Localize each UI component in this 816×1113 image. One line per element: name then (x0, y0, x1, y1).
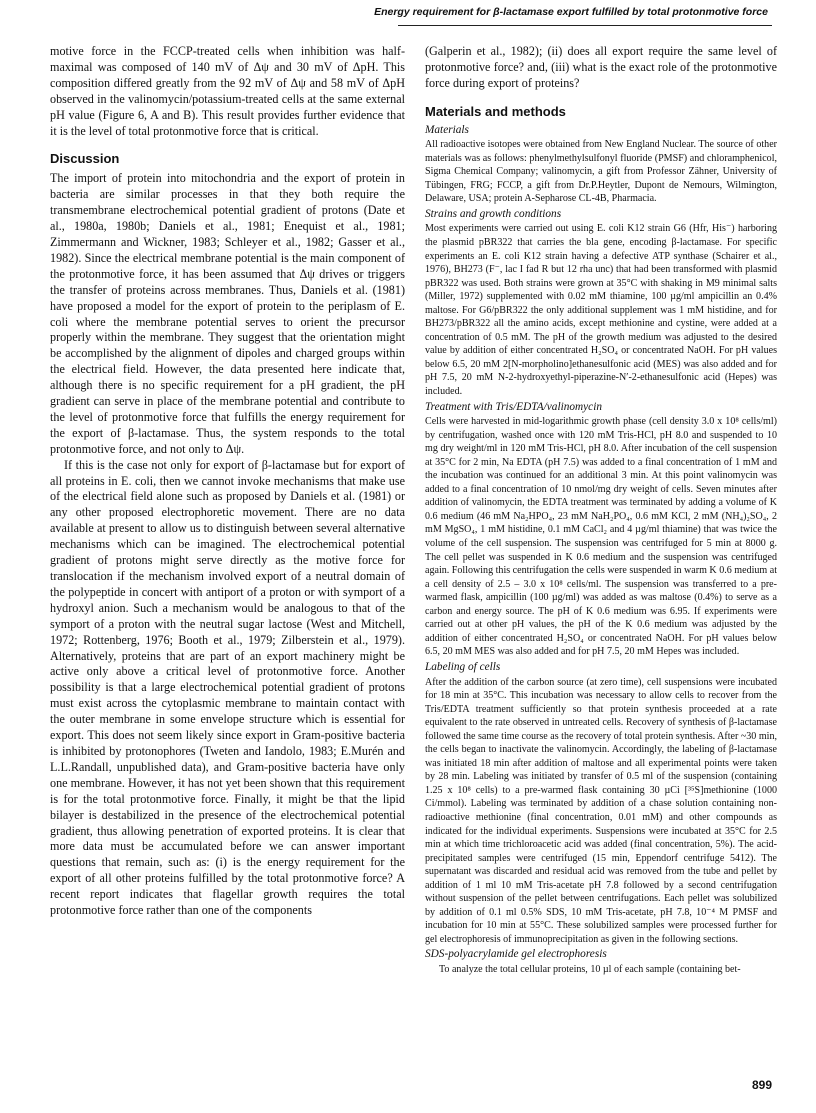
methods-title: Materials and methods (425, 103, 566, 119)
labeling-heading: Labeling of cells (425, 660, 501, 673)
strains-heading: Strains and growth conditions (425, 207, 562, 220)
treatment-paragraph: Cells were harvested in mid-logarithmic growth phase (cell density 3.0 x 10⁸ cells/ml) by centrifugation, washed once with 120 mM Tris-HCl, pH 8.0 and suspended to 10 mg dry weight/ml in 120 mM Tris-HCl, pH 8.0. After incubation of the cell suspension at 35°C for 2 min, Na EDTA (pH 7.5) was added to a final concentration of 1 mM and the incubation was continued for an additional 3 min. At this point valinomycin was added to a final concentration of 10 nmol/mg dry weight of cells. Seven minutes after addition of valinomycin, the EDTA treatment was terminated by adding a volume of K 0.6 medium (46 mM Na₂HPO₄, 23 mM NaH₂PO₄, 0.6 mM KCl, 2 mM (NH₄)₂SO₄, 2 mM MgSO₄, 1 mM histidine, 0.1 mM CaCl₂ and 4 µg/ml thiamine) that was twice the volume of the cell suspension. The suspension was centrifuged for 5 min at 8000 g. The cell pellet was suspended in K 0.6 medium and the suspension was centrifuged again. Following this centrifugation the cells were suspended in warm K 0.6 medium at a cell density of 2.5 – 3.0 x 10⁸ cells/ml. The suspension was transferred to a pre-warmed flask, ampicillin (100 µg/ml) was added as was maltose (0.4%) to serve as a carbon and energy source. The pH of K 0.6 medium was 6.95. If experiments were carried out at other pH values, the pH of the K 0.6 medium was adjusted by the addition of either concentrated H₂SO₄ or concentrated NaOH. For pH values below 6.5, 20 mM MES was also added and for pH 7.5, 20 mM Hepes was included. (425, 416, 777, 658)
intro-paragraph: motive force in the FCCP-treated cells when inhibition was half-maximal was composed of 140 mV of Δψ and 30 mV of ΔpH. This composition differed greatly from the 92 mV of Δψ and 58 mV of ΔpH observed in the valinomycin/potassium-treated cells at the same external pH value (Figure 6, A and B). This result provides further evidence that it is the level of total protonmotive force that is critical. (50, 44, 405, 138)
materials-heading: Materials (425, 123, 469, 136)
right-column (425, 44, 777, 977)
left-column (50, 44, 405, 919)
strains-paragraph: Most experiments were carried out using E. coli K12 strain G6 (Hfr, His⁻) harboring the plasmid pBR322 that carries the bla gene, encoding β-lactamase. For specific experiments an E. coli K12 strain having a defective ATP synthase (Schairer et al., 1976), BH273 (F⁻, lac I fad R but 12 rha unc) that had been transformed with plasmid pBR322 was used. Both strains were grown at 35°C with shaking in M9 minimal salts (Miller, 1972) supplemented with 0.02 mM thiamine, 100 µg/ml ampicillin an 0.4% maltose. For G6/pBR322 the only additional supplement was 1 mM histidine, and for BH273/pBR322 all the amino acids, except methionine and cystine, were added at a concentration of 0.5 mM. The pH of the growth medium was adjusted to the desired value by addition of either concentrated H₂SO₄ or concentrated NaOH. For pH values below 6.5, 20 mM 2[N-morpholino]ethanesulfonic acid (MES) was also added and for pH 7.5, 20 mM N-2-hydroxyethyl-piperazine-N′-2-ethanesulfonic acid (Hepes) was included. (425, 223, 777, 398)
discussion-title: Discussion (50, 151, 120, 167)
running-head: Energy requirement for β-lactamase export fulfilled by total protonmotive force (374, 6, 768, 18)
page-number: 899 (751, 1078, 772, 1092)
sds-paragraph: To analyze the total cellular proteins, 10 µl of each sample (containing bet- (439, 963, 741, 975)
discussion-paragraph-1: The import of protein into mitochondria and the export of protein in bacteria are similar processes in that they both require the transmembrane electrochemical potential gradient of protons (Date et al., 1980a, 1980b; Daniels et al., 1981; Enequist et al., 1981; Zimmermann and Wickner, 1983; Schleyer et al., 1982; Gasser et al., 1982). Since the electrical membrane potential is the main component of the protonmotive force, it has been assumed that Δψ drives or triggers the transfer of proteins across membranes. Thus, Daniels et al. (1981) have proposed a model for the export of protein to the periplasm of E. coli where the membrane potential serves to orient the precursor properly within the membrane. They suggest that the orientation might be accomplished by the alignment of dipoles and charged groups within the electrical field. However, the data presented here indicate that, although there is no specific requirement for a pH gradient, the pH gradient can serve in place of the membrane potential and contribute to the level of protonmotive force that fulfills the energy requirement for the export of β-lactamase. Thus, the system responds to the total protonmotive force, and not only to Δψ. (50, 171, 405, 456)
methods-body (425, 124, 777, 977)
continuation-paragraph: (Galperin et al., 1982); (ii) does all export require the same level of protonmotive force? and, (iii) what is the exact role of the protonmotive force during export of proteins? (425, 44, 777, 90)
running-head-rule (398, 25, 772, 26)
labeling-paragraph: After the addition of the carbon source (at zero time), cell suspensions were incubated for 18 min at 35°C. This incubation was necessary to allow cells to recover from the Tris/EDTA treatment sufficiently so that protein synthesis proceeded at a rate equivalent to the rate observed in untreated cells. Recovery of synthesis of β-lactamase followed the same time course as the recovery of total protein synthesis. After ~30 min, the cells began to inactivate the valinomycin. Accordingly, the labeling of β-lactamase was initiated 18 min after addition of maltose and all experimental points were taken by 28 min. Labeling was initiated by transfer of 0.5 ml of the suspension (containing 1.25 x 10⁸ cells) to a pre-warmed flask containing 30 µCi [³⁵S]methionine (1000 Ci/mmol). Labeling was terminated by addition of a chase solution containing non-radioactive methionine (final concentration, 0.01 mM) and other compounds as indicated for the individual experiments. Suspensions were incubated at 35°C for 2.5 min at which time trichloroacetic acid was added (final concentration, 5%). The acid-precipitated samples were centrifuged (15 min, Eppendorf centrifuge 5412). The supernatant was discarded and residual acid was removed from the tube and pellet by addition of 1 ml 10 mM Tris-acetate pH 7.8 followed by a second centrifugation without suspension of the pellet between centrifugations. Each pellet was solubilized by addition of 0.1 ml 0.5% SDS, 10 mM Tris-acetate, pH 7.8, 10⁻⁴ M PMSF and incubation for 10 min at 55°C. These solubilized samples were processed further for gel electrophoresis of immunoprecipitation as given in the following sections. (425, 676, 777, 945)
materials-paragraph: All radioactive isotopes were obtained from New England Nuclear. The source of other materials was as follows: phenylmethylsulfonyl fluoride (PMSF) and chloramphenicol, Sigma Chemical Company; valinomycin, a gift from Professor Zähner, University of Tübingen, FRG; FCCP, a gift from Dr.P.Heytler, Dupont de Nemours, Wilmington, Delaware, USA; protein A-Sepharose CL-4B, Pharmacia. (425, 139, 777, 205)
treatment-heading: Treatment with Tris/EDTA/valinomycin (425, 400, 602, 413)
discussion-paragraph-2: If this is the case not only for export of β-lactamase but for export of all proteins in E. coli, then we cannot invoke mechanisms that make use of the electrical field alone such as proposed by Daniels et al. (1981) or any other proposed electrophoretic movement. There are no data available at present to allow us to distinguish between several alternative mechanisms which can be imagined. The electrochemical potential gradient of protons might serve directly as the motive force for translocation if the mechanism involved export of a neutral domain of the polypeptide in concert with antiport of a proton or with symport of a hydroxyl anion. Such a mechanism would be analogous to that of the symport of a proton with the neutral sugar lactose (West and Mitchell, 1972; Rottenberg, 1976; Booth et al., 1979; Zilberstein et al., 1979). Alternatively, proteins that are part of an export machinery might be active only above a critical level of protonmotive force. Another possibility is that a large electrochemical potential gradient of protons must exist across the cytoplasmic membrane to maintain contact with the outer membrane in some envelope structure which is essential for export. This does not seem likely since export in Gram-positive bacteria is inhibited by protonophores (Tweten and Iandolo, 1983; E.Murén and L.L.Randall, unpublished data), and Gram-positive bacteria have only one membrane. However, it has not yet been shown that this requirement is for the total protonmotive force. Finally, it might be that the lipid bilayer is destabilized in the presence of the electrochemical potential gradient, thus allowing penetration of exported proteins. It is clear that more data must be accumulated before we can answer important questions that remain, such as: (i) is the energy requirement for the export of all other proteins fulfilled by the total protonmotive force? A recent report indicates that flagellar growth requires the total protonmotive force rather than one of the components (50, 457, 405, 918)
sds-heading: SDS-polyacrylamide gel electrophoresis (425, 948, 607, 961)
